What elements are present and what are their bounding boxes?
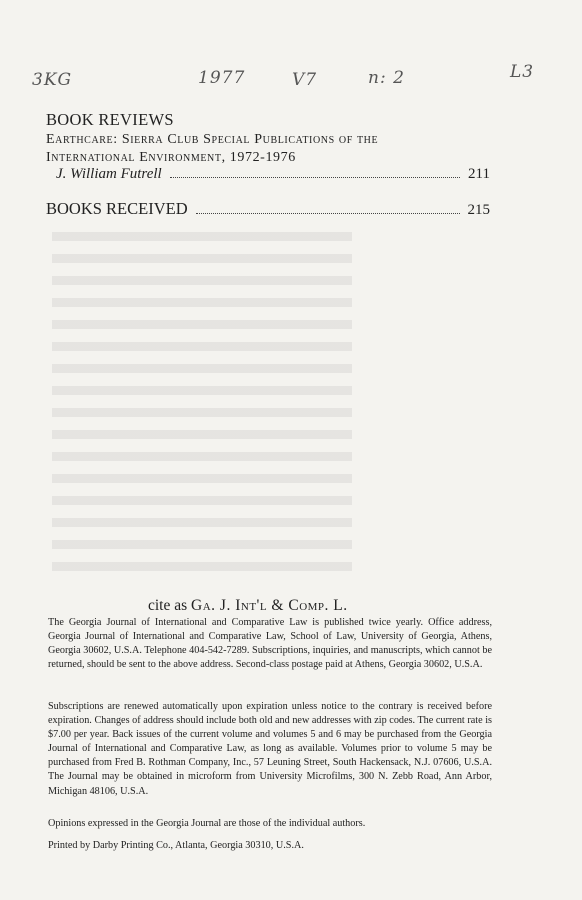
- dot-leader: [170, 177, 460, 178]
- handwritten-year: 1977: [198, 68, 246, 88]
- citation-abbreviation: Ga. J. Int'l & Comp. L.: [191, 597, 348, 614]
- opinions-disclaimer: Opinions expressed in the Georgia Journal are those of the individual authors.: [48, 818, 366, 829]
- handwritten-volume: V7: [292, 70, 318, 90]
- bleed-through-shadow: [52, 232, 352, 572]
- handwritten-note-left: 3KG: [32, 70, 73, 90]
- handwritten-number: n: 2: [368, 68, 405, 88]
- citation-prefix: cite as: [148, 597, 188, 614]
- book-reviews-heading: BOOK REVIEWS: [46, 110, 174, 129]
- books-received-page-number: 215: [467, 202, 490, 218]
- review-author-entry[interactable]: [46, 166, 490, 183]
- handwritten-note-right: L3: [510, 62, 535, 82]
- review-page-number: 211: [468, 166, 490, 182]
- review-title-line-1: Earthcare: Sierra Club Special Publications of the: [46, 132, 379, 147]
- review-title-line-2: International Environment, 1972-1976: [46, 150, 296, 165]
- books-received-heading: BOOKS RECEIVED: [46, 199, 188, 218]
- publication-info-paragraph: The Georgia Journal of International and Comparative Law is published twice yearly. Office address, Georgia Journal of International and Comparative Law, School of Law, University of Georgia, Athens, Georgia 30602, U.S.A. Telephone 404-542-7289. Subscriptions, inquiries, and manuscripts, which cannot be returned, should be sent to the above address. Second-class postage paid at Athens, Georgia 30602, U.S.A.: [48, 617, 492, 671]
- books-received-entry[interactable]: [46, 199, 490, 219]
- subscription-info-paragraph: Subscriptions are renewed automatically upon expiration unless notice to the contrary is received before expiration. Changes of address should include both old and new addresses with zip codes. The current rate is $7.00 per year. Back issues of the current volume and volumes 5 and 6 may be purchased from the Georgia Journal of International and Comparative Law, as long as available. Volumes prior to volume 5 may be purchased from Fred B. Rothman Company, Inc., 57 Leuning Street, South Hackensack, N.J. 07606, U.S.A. The Journal may be obtained in microform from University Microfilms, 300 N. Zebb Road, Ann Arbor, Michigan 48106, U.S.A.: [48, 701, 492, 797]
- dot-leader: [196, 213, 460, 214]
- printer-credit: Printed by Darby Printing Co., Atlanta, Georgia 30310, U.S.A.: [48, 840, 304, 851]
- review-author: J. William Futrell: [56, 166, 162, 182]
- citation-line: [148, 597, 348, 615]
